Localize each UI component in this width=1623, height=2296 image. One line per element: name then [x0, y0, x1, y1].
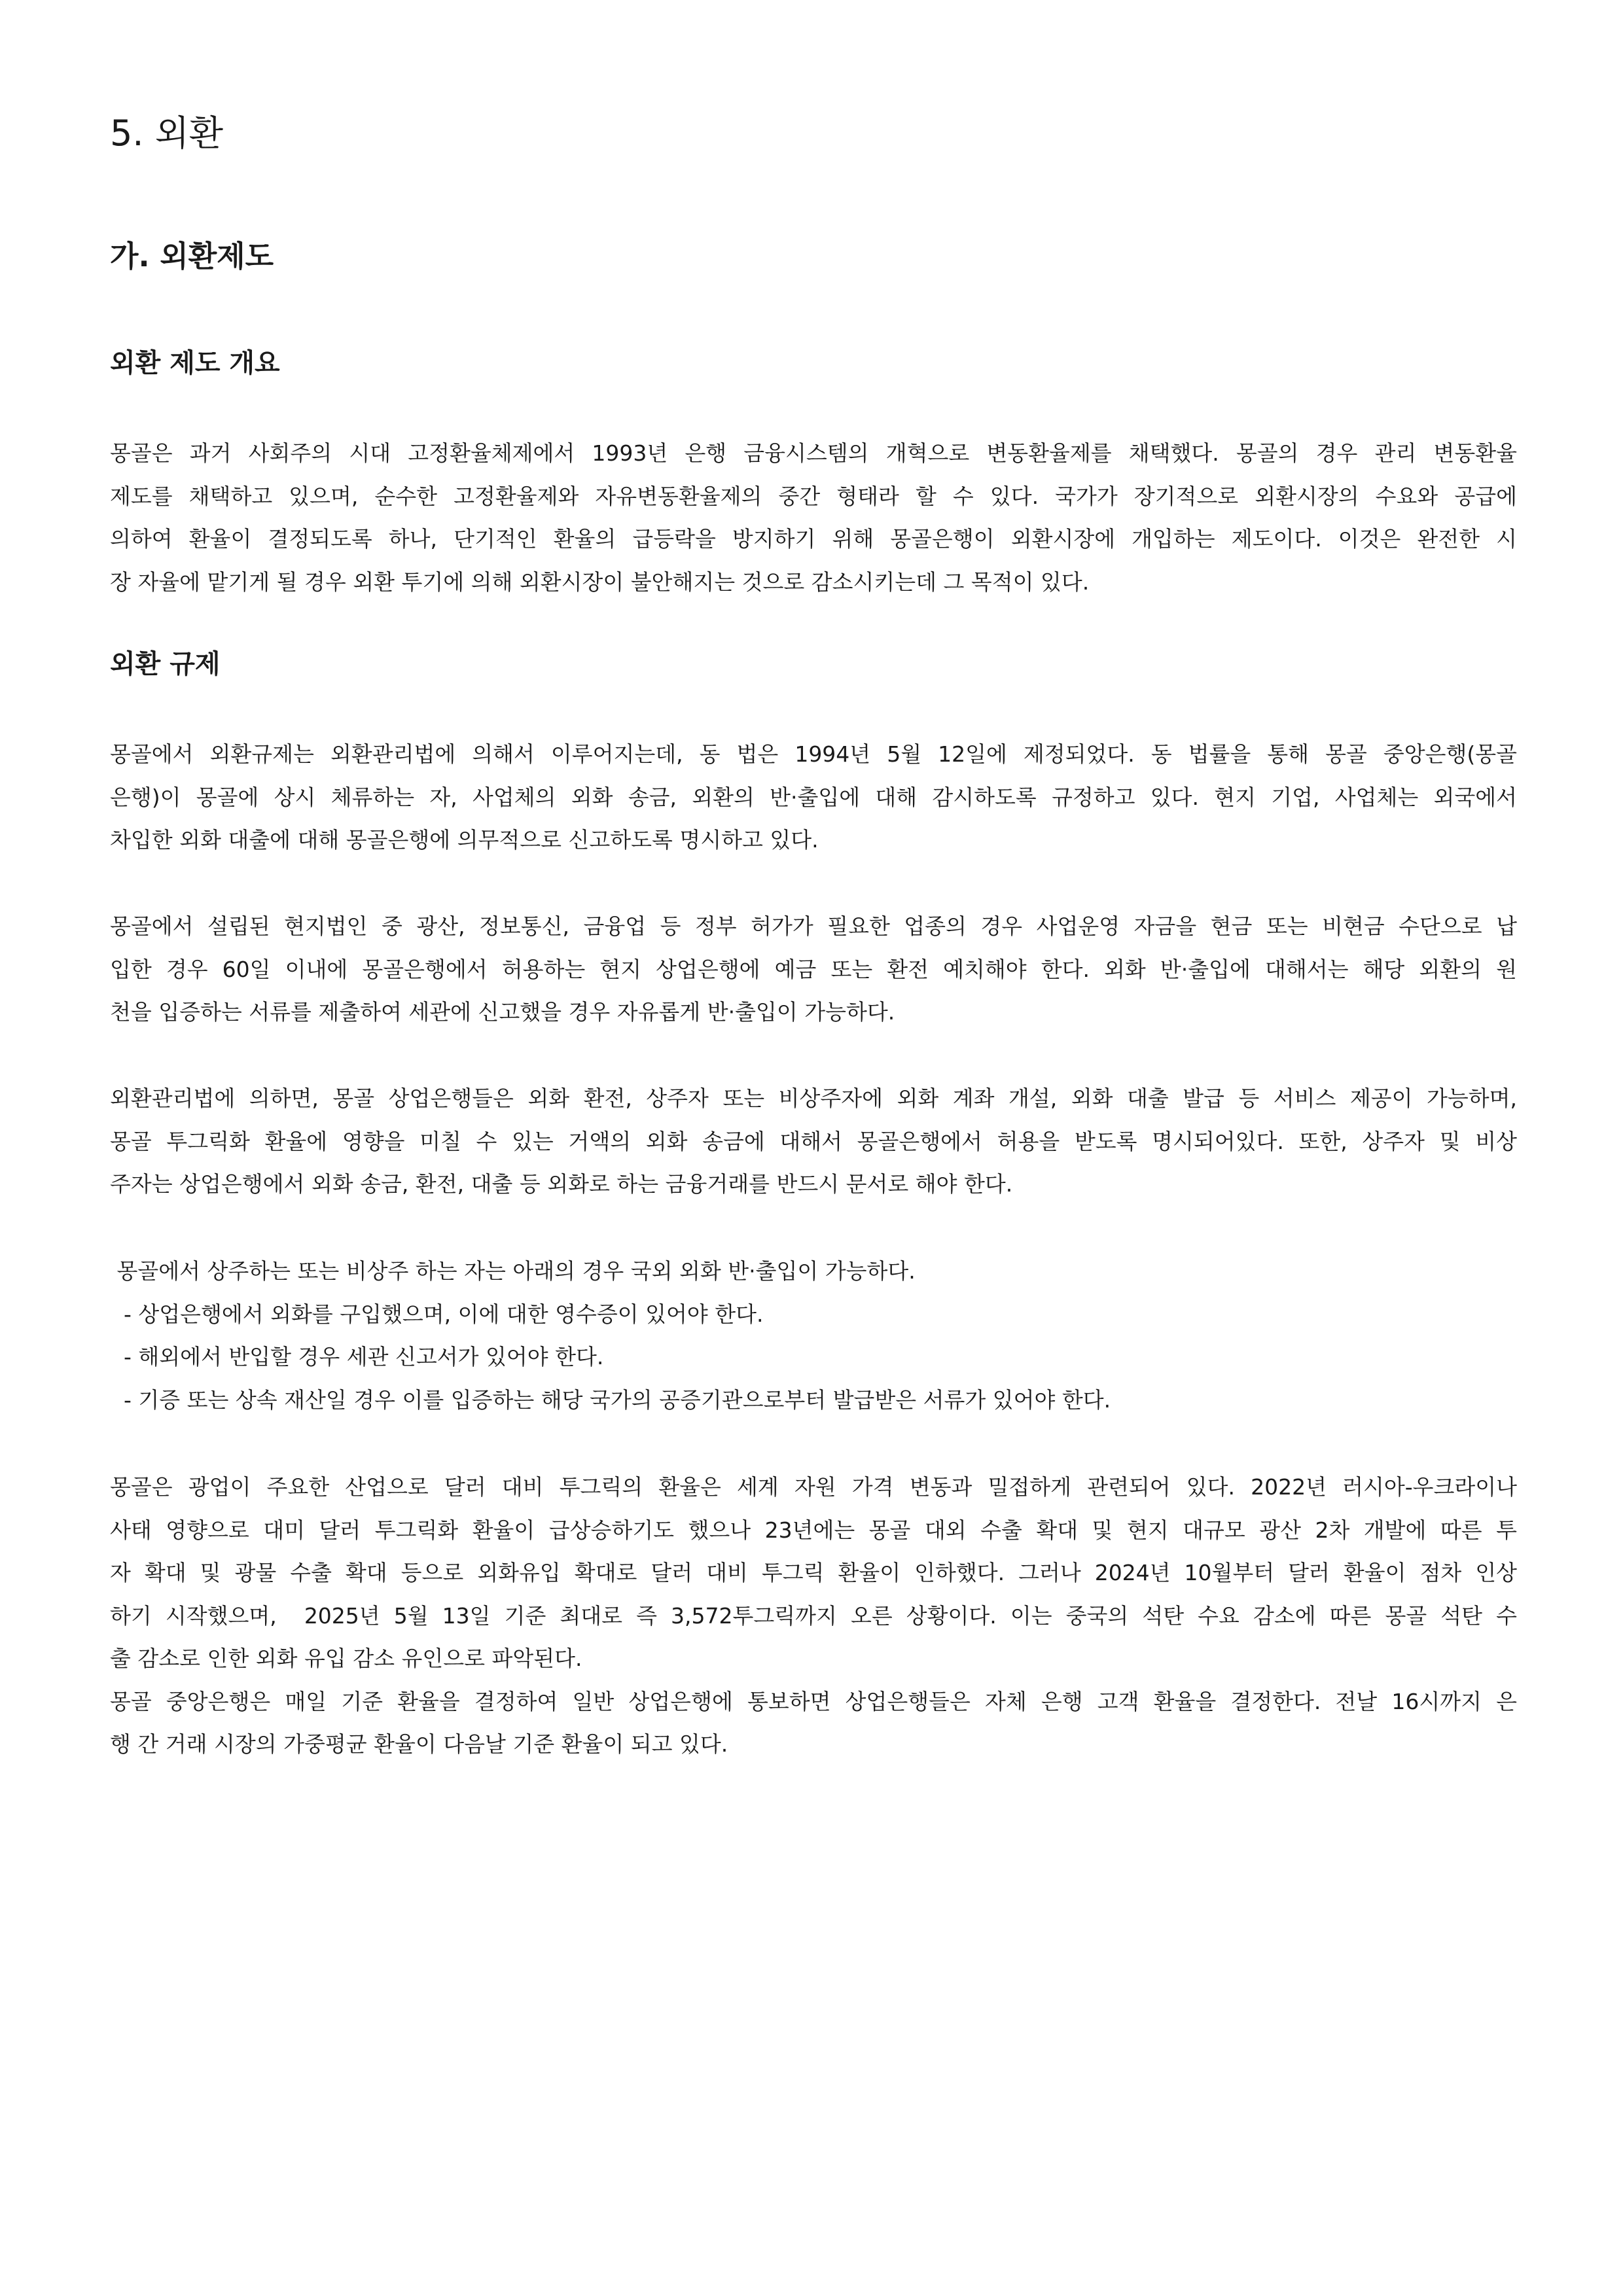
text-line: 차입한 외화 대출에 대해 몽골은행에 의무적으로 신고하도록 명시하고 있다.: [110, 827, 819, 853]
regulation-paragraph-1: [110, 733, 1517, 862]
overview-heading: 외환 제도 개요: [110, 348, 280, 378]
section-title: 5. 외환: [110, 113, 224, 154]
text-line: 입한 경우 60일 이내에 몽골은행에서 허용하는 현지 상업은행에 예금 또는 환전 예치해야 한다. 외화 반·출입에 대해서는 해당 외환의 원: [110, 956, 1517, 982]
text-line: 주자는 상업은행에서 외화 송금, 환전, 대출 등 외화로 하는 금융거래를 반드시 문서로 해야 한다.: [110, 1171, 1013, 1197]
regulation-paragraph-2: [110, 905, 1517, 1034]
text-line: 사태 영향으로 대미 달러 투그릭화 환율이 급상승하기도 했으나 23년에는 몽골 대외 수출 확대 및 현지 대규모 광산 2차 개발에 따른 투: [110, 1517, 1517, 1543]
list-item: - 해외에서 반입할 경우 세관 신고서가 있어야 한다.: [110, 1344, 604, 1369]
text-line: 몽골에서 외환규제는 외환관리법에 의해서 이루어지는데, 동 법은 1994년 5월 12일에 제정되었다. 동 법률을 통해 몽골 중앙은행(몽골: [110, 741, 1517, 767]
regulation-paragraph-5: [110, 1466, 1517, 1766]
text-line: 몽골에서 설립된 현지법인 중 광산, 정보통신, 금융업 등 정부 허가가 필요한 업종의 경우 사업운영 자금을 현금 또는 비현금 수단으로 납: [110, 913, 1517, 939]
text-line: 몽골 중앙은행은 매일 기준 환율을 결정하여 일반 상업은행에 통보하면 상업은행들은 자체 은행 고객 환율을 결정한다. 전날 16시까지 은: [110, 1688, 1517, 1714]
text-line: 의하여 환율이 결정되도록 하나, 단기적인 환율의 급등락을 방지하기 위해 몽골은행이 외환시장에 개입하는 제도이다. 이것은 완전한 시: [110, 526, 1517, 552]
list-item: - 기증 또는 상속 재산일 경우 이를 입증하는 해당 국가의 공증기관으로부터 발급받은 서류가 있어야 한다.: [110, 1386, 1111, 1413]
subsection-title: 가. 외환제도: [110, 239, 274, 274]
text-line: 출 감소로 인한 외화 유입 감소 유인으로 파악된다.: [110, 1646, 582, 1671]
text-line: 자 확대 및 광물 수출 확대 등으로 외화유입 확대로 달러 대비 투그릭 환율이 인하했다. 그러나 2024년 10월부터 달러 환율이 점차 인상: [110, 1560, 1517, 1585]
regulation-paragraph-4: [110, 1250, 1517, 1421]
text-line: 몽골 투그릭화 환율에 영향을 미칠 수 있는 거액의 외화 송금에 대해서 몽골은행에서 허용을 받도록 명시되어있다. 또한, 상주자 및 비상: [110, 1128, 1517, 1154]
text-line: 몽골은 과거 사회주의 시대 고정환율체제에서 1993년 은행 금융시스템의 개혁으로 변동환율제를 채택했다. 몽골의 경우 관리 변동환율: [110, 440, 1517, 466]
text-line: 외환관리법에 의하면, 몽골 상업은행들은 외화 환전, 상주자 또는 비상주자에 외화 계좌 개설, 외화 대출 발급 등 서비스 제공이 가능하며,: [110, 1086, 1517, 1111]
text-line: 은행)이 몽골에 상시 체류하는 자, 사업체의 외화 송금, 외환의 반·출입에 대해 감시하도록 규정하고 있다. 현지 기업, 사업체는 외국에서: [110, 784, 1517, 810]
text-line: 장 자율에 맡기게 될 경우 외환 투기에 의해 외환시장이 불안해지는 것으로 감소시키는데 그 목적이 있다.: [110, 569, 1090, 595]
text-line: 몽골은 광업이 주요한 산업으로 달러 대비 투그릭의 환율은 세계 자원 가격 변동과 밀접하게 관련되어 있다. 2022년 러시아-우크라이나: [110, 1474, 1517, 1500]
regulation-paragraph-3: [110, 1077, 1517, 1206]
overview-paragraph: [110, 432, 1517, 603]
text-line: 제도를 채택하고 있으며, 순수한 고정환율제와 자유변동환율제의 중간 형태라 할 수 있다. 국가가 장기적으로 외환시장의 수요와 공급에: [110, 483, 1517, 509]
list-item: - 상업은행에서 외화를 구입했으며, 이에 대한 영수증이 있어야 한다.: [110, 1301, 764, 1327]
text-line: 몽골에서 상주하는 또는 비상주 하는 자는 아래의 경우 국외 외화 반·출입이 가능하다.: [110, 1258, 916, 1284]
regulation-heading: 외환 규제: [110, 649, 221, 679]
text-line: 행 간 거래 시장의 가중평균 환율이 다음날 기준 환율이 되고 있다.: [110, 1731, 728, 1757]
text-line: 하기 시작했으며, 2025년 5월 13일 기준 최대로 즉 3,572투그릭까지 오른 상황이다. 이는 중국의 석탄 수요 감소에 따른 몽골 석탄 수: [110, 1602, 1517, 1629]
text-line: 천을 입증하는 서류를 제출하여 세관에 신고했을 경우 자유롭게 반·출입이 가능하다.: [110, 999, 895, 1025]
